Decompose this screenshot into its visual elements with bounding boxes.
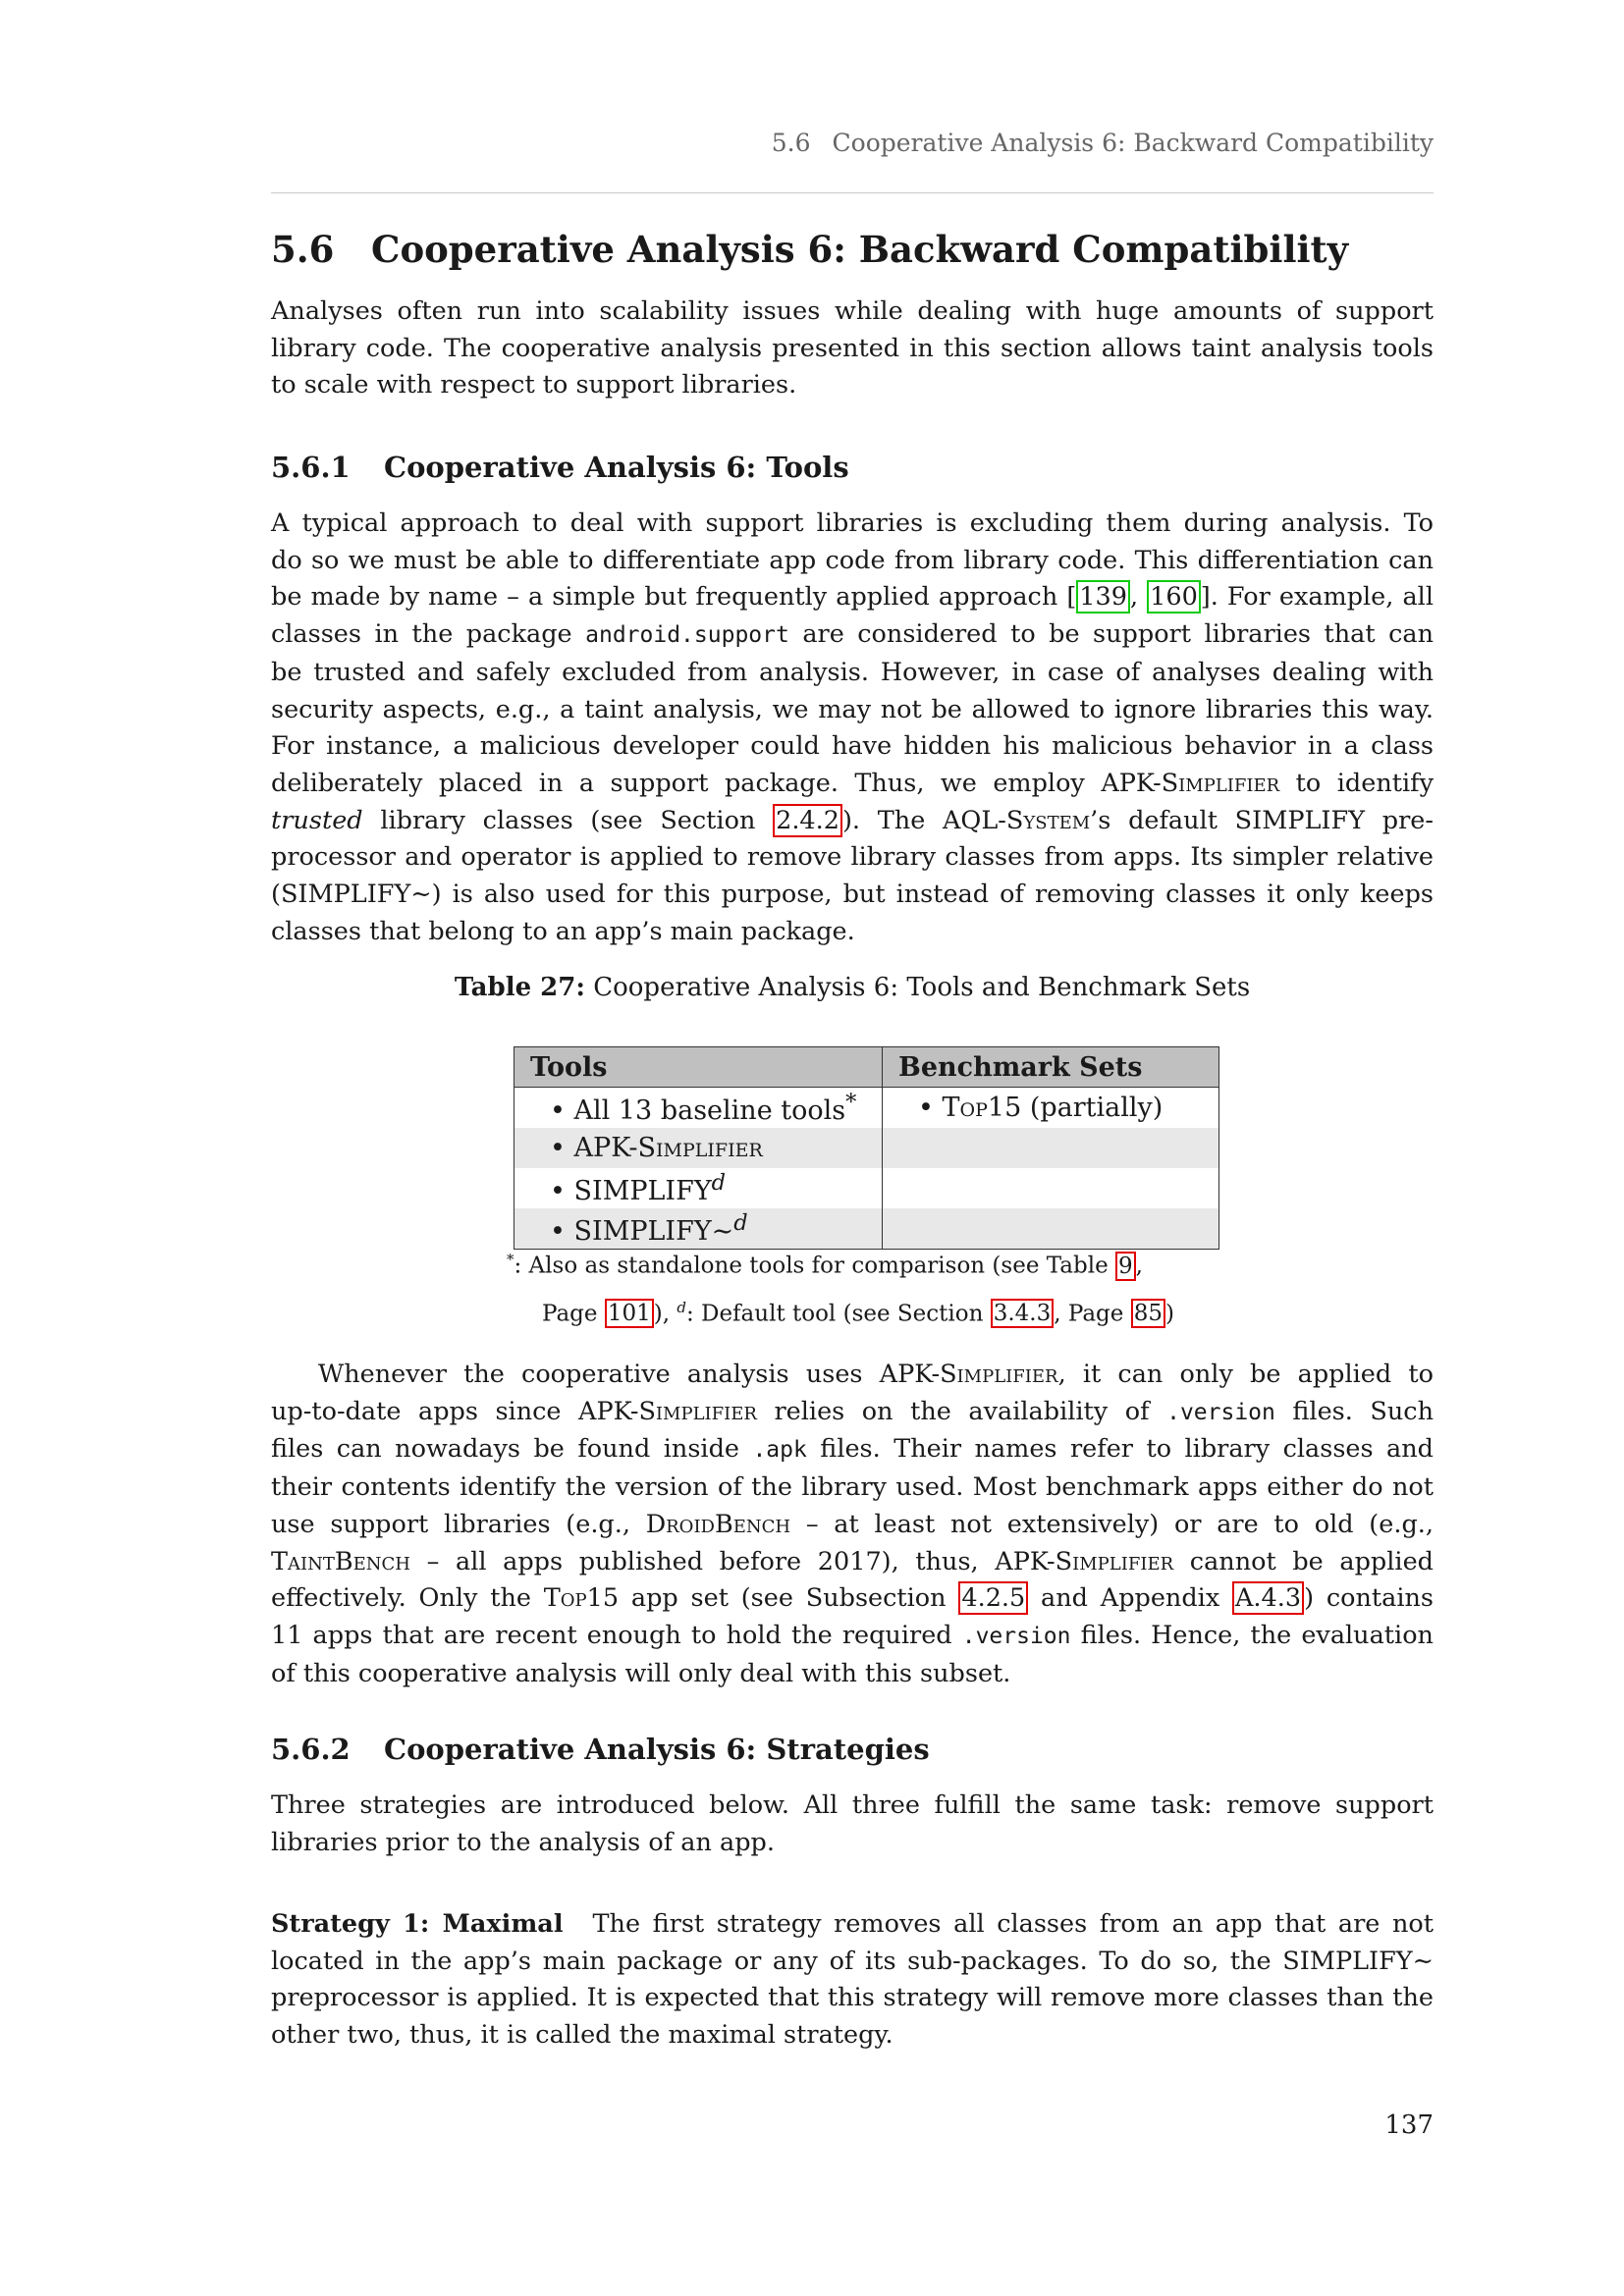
page-number: 137 — [1384, 2110, 1434, 2140]
table-cell: • SIMPLIFY$^d$ — [514, 1168, 883, 1208]
intro-paragraph: Analyses often run into scalability issues while dealing with huge amounts of support library code. The cooperative analysis presented in this section allows taint analysis tools to scale with respect to support libraries. — [271, 296, 1434, 400]
strategy-1-label: Strategy 1: Maximal — [271, 1909, 564, 1939]
table-cell: • APK-Simplifier — [514, 1128, 883, 1168]
section-link[interactable]: 2.4.2 — [773, 804, 842, 837]
subsection-title-tools: 5.6.1 Cooperative Analysis 6: Tools — [271, 451, 849, 484]
citation-link[interactable]: 160 — [1147, 580, 1201, 614]
appendix-link[interactable]: A.4.3 — [1232, 1581, 1304, 1615]
table-cell — [883, 1168, 1219, 1208]
section-title: 5.6 Cooperative Analysis 6: Backward Compatibility — [271, 228, 1349, 271]
citation-link[interactable]: 139 — [1076, 580, 1130, 614]
tools-paragraph: A typical approach to deal with support libraries is excluding them during analysis. To do so we must be able to differentiate app code from library code. This differentiation can be made by name – a simple but frequently applied approach [ 139 , 160 ]. For example, all classes in the package android.support are considered to be support libraries that can be trusted and safely excluded from analysis. However, in case of analyses dealing with security aspects, e.g., a taint analysis, we may not be allowed to ignore libraries this way. For instance, a malicious developer could have hidden his malicious behavior in a class deliberately placed in a support package. Thus, we employ APK-Simplifier to identify trusted library classes (see Section 2.4.2 ). The AQL-System’s default SIMPLIFY pre- processor and operator is applied to remove library classes from apps. Its simpler relative (SIMPLIFY∼) is also used for this purpose, but instead of removing classes it only keeps classes that belong to an app’s main package. — [271, 508, 1434, 946]
table-row — [514, 1128, 1219, 1168]
apk-simplifier-paragraph: Whenever the cooperative analysis uses APK-Simplifier, it can only be applied to up-to-date apps since APK-Simplifier relies on the availability of .version files. Such files can nowadays be found inside .apk files. Their names refer to library classes and their contents identify the version of the library used. Most benchmark apps either do not use support libraries (e.g., DroidBench – at least not extensively) or are to old (e.g., TaintBench – all apps published before 2017), thus, APK-Simplifier cannot be applied effectively. Only the Top15 app set (see Subsection 4.2.5 and Appendix A.4.3 ) contains 11 apps that are recent enough to hold the required .version files. Hence, the evaluation of this cooperative analysis will only deal with this subset. — [271, 1360, 1435, 1688]
strategy-1-paragraph: Strategy 1: Maximal The first strategy removes all classes from an app that are not located in the app’s main package or any of its sub-packages. To do so, the SIMPLIFY∼ preprocessor is applied. It is expected that this strategy will remove more classes than the other two, thus, it is called the maximal strategy. — [271, 1909, 1434, 2051]
table-row — [514, 1088, 1219, 1129]
subsection-title-strategies: 5.6.2 Cooperative Analysis 6: Strategies — [271, 1733, 930, 1766]
table-caption: Table 27: Cooperative Analysis 6: Tools and Benchmark Sets — [454, 973, 1251, 1002]
table-footnote: *: Also as standalone tools for comparison (see Table 9 , Page 101 ), $^d$: Default tool (see Section 3.4.3 , Page 85 ) — [507, 1251, 1174, 1327]
header-divider — [271, 192, 1434, 193]
section-link[interactable]: 4.2.5 — [958, 1581, 1028, 1615]
table-cell: • SIMPLIFY∼$^d$ — [514, 1208, 883, 1250]
code-span: android.support — [585, 622, 789, 649]
table-cell: • Top15 (partially) — [883, 1088, 1219, 1129]
table-header-cell: Benchmark Sets — [883, 1047, 1219, 1088]
strategies-intro-paragraph: Three strategies are introduced below. All three fulfill the same task: remove support libraries prior to the analysis of an app. — [271, 1790, 1434, 1857]
running-header: 5.6 Cooperative Analysis 6: Backward Compatibility — [771, 129, 1434, 157]
page-link[interactable]: 101 — [605, 1299, 654, 1328]
table-header-row — [514, 1047, 1219, 1088]
tools-benchmark-table — [514, 1046, 1219, 1250]
table-cell: • All 13 baseline tools* — [514, 1088, 883, 1129]
section-link[interactable]: 3.4.3 — [991, 1299, 1055, 1328]
table-row — [514, 1168, 1219, 1208]
table-link[interactable]: 9 — [1115, 1252, 1136, 1281]
page-link[interactable]: 85 — [1131, 1299, 1165, 1328]
table-cell — [883, 1128, 1219, 1168]
table-header-cell: Tools — [514, 1047, 883, 1088]
